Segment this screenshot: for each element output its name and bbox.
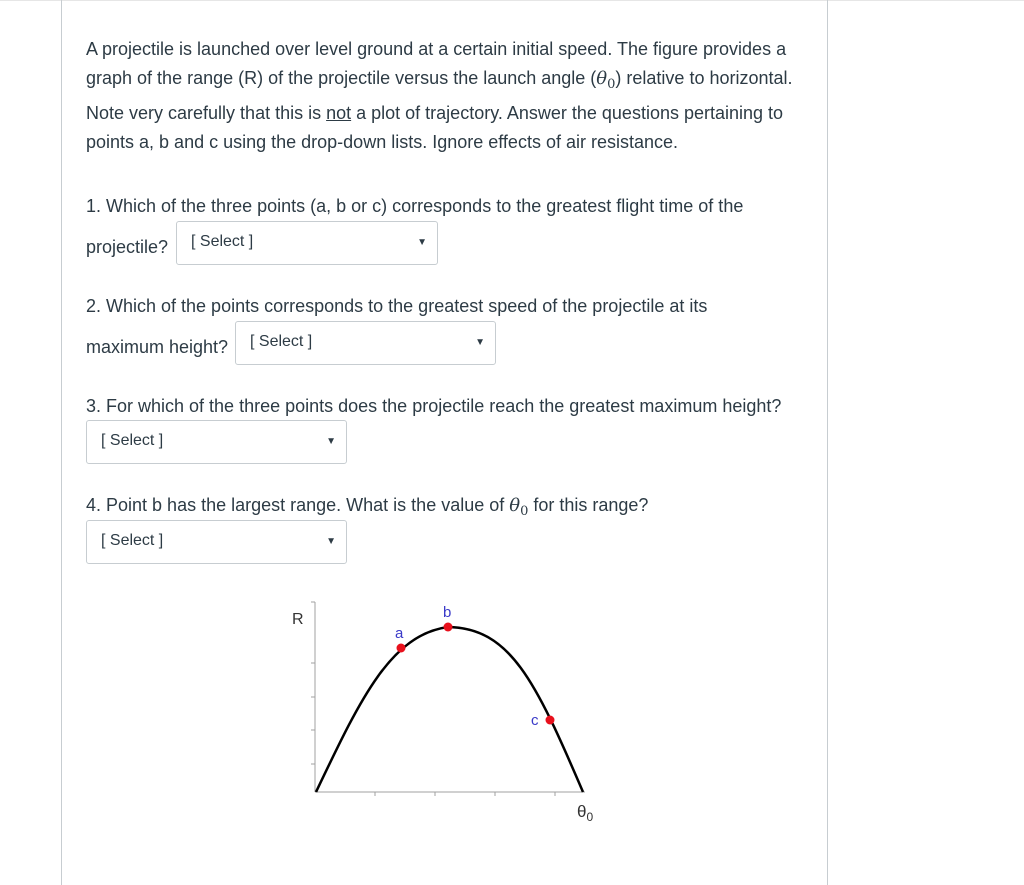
question-1-line-1: 1. Which of the three points (a, b or c) corresponds to the greatest flight time of the — [86, 196, 744, 216]
chevron-down-icon: ▼ — [326, 536, 336, 547]
range-curve — [316, 627, 583, 792]
question-3-select-label: [ Select ] — [101, 432, 164, 449]
theta-symbol: $\theta_0$ — [509, 495, 529, 519]
question-1-select[interactable] — [176, 221, 438, 265]
question-4-select-label: [ Select ] — [101, 532, 164, 549]
intro-text-3: a plot of trajectory. Answer the questions pertaining to points a, b and c using the drop-down lists. Ignore effects of air resistance. — [86, 103, 784, 152]
intro-text-2: ) relative to horizontal. Note very carefully that this is — [86, 67, 793, 124]
x-axis-label: $\theta_0$ — [577, 802, 594, 824]
chevron-down-icon: ▼ — [475, 337, 485, 348]
point-b-label: b — [443, 604, 452, 621]
point-a-marker — [397, 644, 406, 653]
point-c-label: c — [531, 712, 539, 729]
intro-underlined-not: not — [326, 103, 352, 124]
question-2-select[interactable] — [235, 321, 496, 365]
point-a-label: a — [395, 625, 404, 642]
point-b-marker — [444, 623, 453, 632]
question-1-line-2: projectile? — [86, 237, 169, 257]
chevron-down-icon: ▼ — [417, 237, 427, 248]
question-2-select-label: [ Select ] — [250, 333, 313, 350]
range-vs-angle-graph — [270, 590, 630, 840]
intro-paragraph — [86, 35, 806, 156]
intro-text-1: A projectile is launched over level ground at a certain initial speed. The figure provides a graph of the range (R) of the projectile versus the launch angle ( — [86, 39, 787, 88]
question-3-select[interactable] — [86, 420, 347, 464]
theta-symbol: $\theta_0$ — [596, 67, 616, 92]
chevron-down-icon: ▼ — [326, 436, 336, 447]
question-4-line-1: 4. Point b has the largest range. What is the value of $\theta_0$ for this range? — [86, 495, 649, 519]
question-2-line-2: maximum height? — [86, 337, 229, 357]
question-1-select-label: [ Select ] — [191, 233, 254, 250]
question-4-select[interactable] — [86, 520, 347, 564]
y-axis-label: R — [292, 611, 304, 628]
graph-svg — [270, 590, 630, 840]
point-c-marker — [546, 716, 555, 725]
question-3-line-1: 3. For which of the three points does the projectile reach the greatest maximum height? — [86, 396, 782, 416]
question-2-line-1: 2. Which of the points corresponds to the greatest speed of the projectile at its — [86, 296, 708, 316]
